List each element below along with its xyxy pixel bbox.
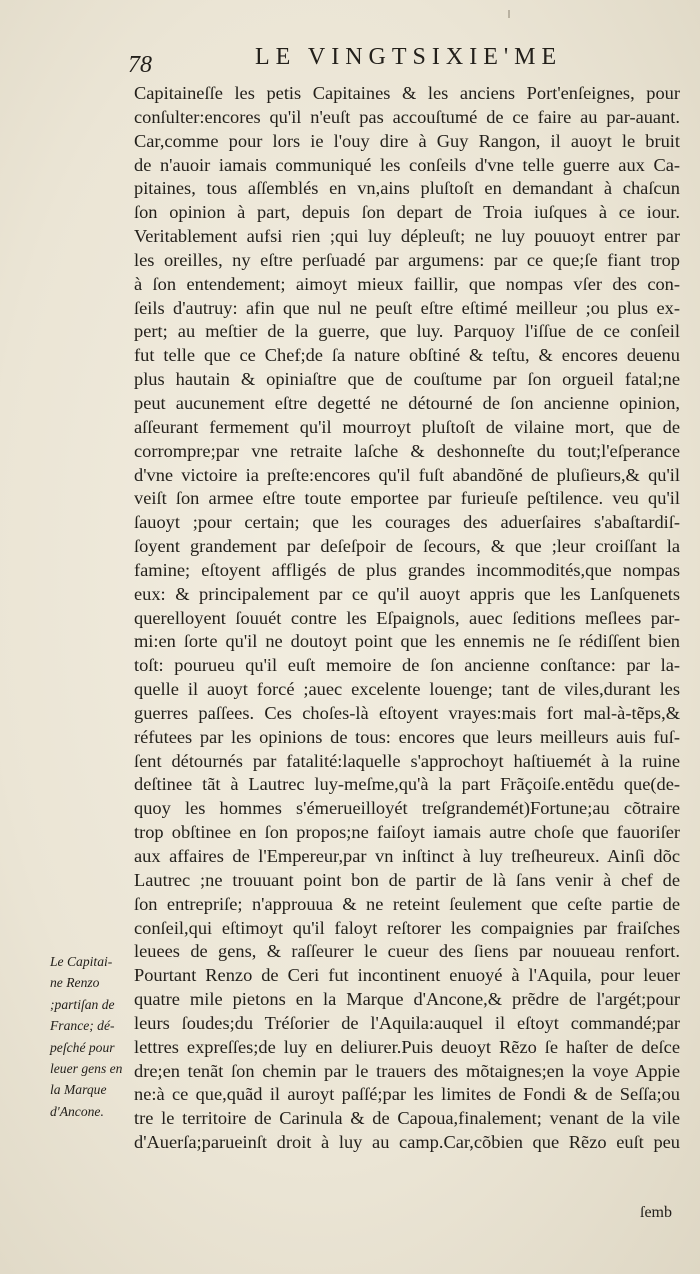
margin-note-line: leuer gens en (50, 1061, 123, 1077)
text-line: corrompre;par vne retraite laſche & deshonneſte du tout;l'eſperance (134, 440, 680, 461)
text-line: leurs ſoudes;du Tréſorier de l'Aquila:auquel il eſtoyt commandé;par (134, 1012, 680, 1033)
text-line: conſeil,qui eſtimoyt qu'il faloyt reſtorer les compaignies par fraiſches (134, 917, 680, 938)
text-line: ſon entrepriſe; n'approuua & ne reteint ſeulement que ceſte partie de (134, 893, 680, 914)
text-line: ſon opinion à part, depuis ſon depart de Troia iuſques à ce iour. (134, 202, 680, 223)
text-line: d'Auerſa;parueinſt droit à luy au camp.Car,cõbien que Rẽzo euſt peu (134, 1132, 680, 1153)
text-line: plus hautain & opiniaſtre que de couſtume par ſon orgueil fatal;ne (134, 369, 680, 390)
text-line: conſulter:encores qu'il n'euſt pas accouſtumé de ce faire au par-auant. (134, 106, 680, 127)
text-line: quatre mile pietons en la Marque d'Ancone,& prẽdre de l'argét;pour (134, 989, 680, 1010)
text-line: Pourtant Renzo de Ceri fut incontinent enuoyé à l'Aquila, pour leuer (134, 965, 680, 986)
text-line: aſſeurant fermement qu'il mourroyt pluſtoſt de vilaine mort, que de (134, 416, 680, 437)
text-line: d'vne victoire ia preſte:encores qu'il fuſt abandõné de pluſieurs,& qu'il (134, 464, 680, 485)
text-line: leuees de gens, & raſſeurer le cueur des ſiens par nouueau renfort. (134, 941, 680, 962)
body-text (134, 82, 680, 1155)
text-line: ſauoyt ;pour certain; que les courages des aduerſaires s'abaſtardiſ- (134, 512, 680, 533)
text-line: eux: & principalement par ce qu'il auoyt appris que les Lanſquenets (134, 583, 680, 604)
text-line: querelloyent ſouuét contre les Eſpaignols, auec ſeditions meſlees par- (134, 607, 680, 628)
text-line: pitaines, tous aſſemblés en vn,ains pluſtoſt en demandant à chaſcun (134, 178, 680, 199)
text-line: mi:en ſorte qu'il ne doutoyt point que les ennemis ne ſe rédiſſent bien (134, 631, 680, 652)
text-line: pert; au meſtier de la guerre, que luy. Parquoy l'iſſue de ce conſeil (134, 321, 680, 342)
text-line: à ſon entendement; aimoyt mieux faillir, que nompas vſer des con- (134, 273, 680, 294)
text-line: Lautrec ;ne trouuant point bon de partir de là ſans venir à chef de (134, 869, 680, 890)
margin-note-line: peſché pour (50, 1039, 115, 1055)
text-line: trop obſtinee en ſon propos;ne faiſoyt iamais autre choſe que fauoriſer (134, 822, 680, 843)
text-line: lettres expreſſes;de luy en deliurer.Puis deuoyt Rẽzo ſe haſter de deſce (134, 1036, 680, 1057)
text-line: ſent détournés par fatalité:laquelle s'approchoyt haſtiuemét à la ruine (134, 750, 680, 771)
text-line: quoy les hommes s'émerueilloyét treſgrandemét)Fortune;au cõtraire (134, 798, 680, 819)
text-line: quelle il auoyt forcé ;auec excelente louenge; tant de viles,durant les (134, 679, 680, 700)
paper-speck (508, 10, 510, 18)
margin-note-line: ;partiſan de (50, 996, 115, 1012)
text-line: deſtinee tãt à Lautrec luy-meſme,qu'à la part Frãçoiſe.entẽdu que(de- (134, 774, 680, 795)
text-line: Veritablement aufsi rien ;qui luy dépleuſt; ne luy pouuoyt entrer par (134, 226, 680, 247)
text-line: guerres paſſees. Ces choſes-là eſtoyent vrayes:mais fort mal-à-tẽps,& (134, 702, 680, 723)
text-line: de n'auoir iamais communiqué les conſeils d'vne telle guerre aux Ca- (134, 154, 680, 175)
text-line: dre;en tenãt ſon chemin par le trauers des mõtaignes;en la voye Appie (134, 1060, 680, 1081)
text-line: famine; eſtoyent affligés de plus grandes incommodités,que nompas (134, 559, 680, 580)
text-line: réfutees par les opinions de tous: encores que leurs meilleurs auis fuſ- (134, 726, 680, 747)
text-line: fut telle que ce Chef;de ſa nature obſtiné & teſtu, & encores deuenu (134, 345, 680, 366)
text-line: tre le territoire de Carinula & de Capoua,finalement; venant de la vile (134, 1108, 680, 1129)
margin-note-line: ne Renzo (50, 975, 100, 991)
margin-note-line: d'Ancone. (50, 1103, 104, 1119)
margin-note (50, 951, 132, 1122)
text-line: peut aucunement eſtre degetté ne détourné de ſon ancienne opinion, (134, 392, 680, 413)
text-line: toſt: pourueu qu'il euſt memoire de ſon ancienne conſtance: par la- (134, 655, 680, 676)
margin-note-line: France; dé- (50, 1018, 115, 1034)
margin-note-line: Le Capitai- (50, 954, 113, 969)
running-head: LE VINGTSIXIE'ME (255, 44, 563, 70)
text-line: ne:à ce que,quãd il auroyt paſſé;par les limites de Fondi & de Seſſa;ou (134, 1084, 680, 1105)
page-number: 78 (128, 52, 152, 78)
catchword: ſemb (640, 1204, 672, 1221)
text-line: ſoyent grandement par deſeſpoir de ſecours, & que ;leur croiſſant la (134, 536, 680, 557)
text-line: aux affaires de l'Empereur,par vn inſtinct à luy treſheureux. Ainſi dõc (134, 846, 680, 866)
text-line: ſeils d'autruy: afin que nul ne peuſt eſtre eſtimé meilleur ;ou plus ex- (134, 297, 680, 318)
text-line: Capitaineſſe les petis Capitaines & les anciens Port'enſeignes, pour (134, 83, 680, 103)
text-line: Car,comme pour lors ie l'ouy dire à Guy Rangon, il auoyt le bruit (134, 130, 680, 151)
text-line: les oreilles, ny eſtre perſuadé par argumens: par ce que;ſe fiant trop (134, 249, 680, 270)
margin-note-line: la Marque (50, 1082, 107, 1098)
text-line: veiſt ſon armee eſtre toute emportee par furieuſe peſtilence. veu qu'il (134, 488, 680, 509)
